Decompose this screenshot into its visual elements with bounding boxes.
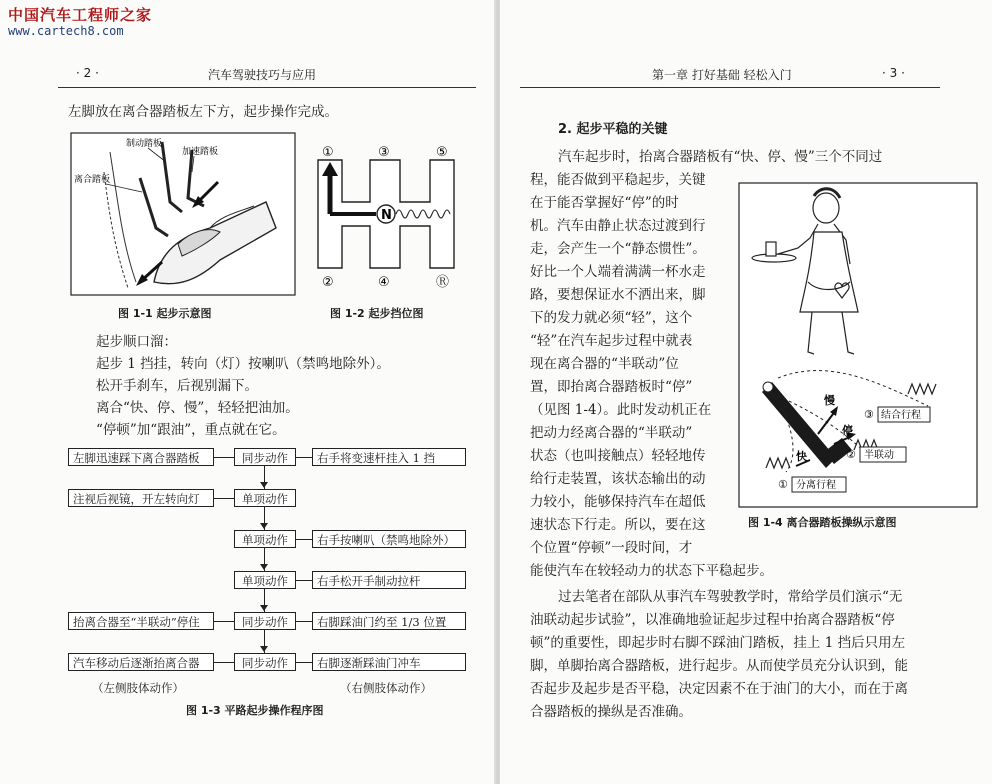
paragraph-line: 程，能否做到平稳起步，关键	[530, 172, 706, 188]
paragraph-line: 状态（也叫接触点）轻轻地传	[530, 448, 706, 464]
flow-center-step: 单项动作	[234, 530, 296, 548]
flow-right-step: 右脚逐渐踩油门冲车	[312, 653, 466, 671]
label-clutch-pedal: 离合踏板	[74, 175, 111, 185]
stage-2-label: 半联动	[864, 450, 894, 461]
mnemonic-line: 起步 1 挡挂，转向（灯）按喇叭（禁鸣地除外）。	[96, 356, 390, 372]
flow-left-step: 抬离合器至“半联动”停住	[68, 612, 214, 630]
figure2-caption: 图 1-2 起步挡位图	[330, 307, 424, 320]
gear-4: ④	[378, 275, 390, 290]
label-slow: 慢	[824, 394, 835, 407]
flow-right-step: 右手按喇叭（禁鸣地除外）	[312, 530, 466, 548]
flow-connector	[296, 539, 312, 540]
flow-connector	[214, 662, 234, 663]
paragraph-line: 否起步及起步是否平稳，决定因素不在于油门的大小，而在于离	[530, 681, 908, 697]
figure1-caption: 图 1-1 起步示意图	[118, 307, 212, 320]
gear-2: ②	[322, 275, 334, 290]
flow-arrow	[260, 564, 268, 570]
paragraph-line: 现在离合器的“半联动”位	[530, 356, 679, 372]
flow-center-step: 同步动作	[234, 653, 296, 671]
mnemonic-line: 松开手刹车，后视别漏下。	[96, 378, 258, 394]
flow-connector	[296, 621, 312, 622]
label-accelerator-pedal: 加速踏板	[182, 147, 219, 157]
paragraph-line: 能使汽车在较轻动力的状态下平稳起步。	[530, 563, 773, 579]
flow-connector	[296, 580, 312, 581]
flow-center-step: 单项动作	[234, 571, 296, 589]
flow-left-step: 注视后视镜，开左转向灯	[68, 489, 214, 507]
flow-left-step: 汽车移动后逐渐抬离合器	[68, 653, 214, 671]
paragraph-line: 力较小，能够保持汽车在超低	[530, 494, 706, 510]
paragraph-line: 个位置“停顿”一段时间，才	[530, 540, 693, 556]
gear-5: ⑤	[436, 145, 448, 160]
gear-1: ①	[322, 145, 334, 160]
flow-connector	[214, 621, 234, 622]
label-stop: 停	[842, 424, 853, 437]
right-running-header	[520, 66, 940, 88]
paragraph-line: 过去笔者在部队从事汽车驾驶教学时，常给学员们演示“无	[558, 589, 903, 605]
label-brake-pedal: 制动踏板	[126, 139, 163, 149]
figure-clutch-operation	[738, 182, 978, 508]
paragraph-line: 脚，单脚抬离合器踏板，进行起步。从而使学员充分认识到，能	[530, 658, 908, 674]
label-fast: 快	[796, 450, 807, 463]
flow-connector	[296, 662, 312, 663]
right-page	[500, 0, 992, 784]
stage-1-marker: ①	[778, 478, 788, 491]
gear-neutral: N	[381, 208, 392, 223]
flow-right-step: 右手将变速杆挂入 1 挡	[312, 448, 466, 466]
flow-arrow	[260, 605, 268, 611]
header-rule	[520, 87, 940, 88]
mnemonic-title: 起步顺口溜：	[96, 334, 177, 350]
left-limb-footer: （左侧肢体动作）	[92, 681, 184, 695]
flow-center-step: 单项动作	[234, 489, 296, 507]
flow-arrow	[260, 646, 268, 652]
flow-arrow	[260, 523, 268, 529]
paragraph-line: 顿”的重要性，即起步时右脚不踩油门踏板，挂上 1 挡后只用左	[530, 635, 906, 651]
paragraph-line: 路，要想保证水不洒出来，脚	[530, 287, 706, 303]
mnemonic-line: 离合“快、停、慢”，轻轻把油加。	[96, 400, 299, 416]
right-limb-footer: （右侧肢体动作）	[340, 681, 432, 695]
paragraph-line: 速状态下行走。所以，要在这	[530, 517, 706, 533]
left-page-number: · 2 ·	[76, 66, 99, 80]
paragraph-line: 给行走装置，该状态输出的动	[530, 471, 706, 487]
paragraph-line: “轻”在汽车起步过程中就表	[530, 333, 693, 349]
watermark	[8, 6, 152, 38]
paragraph-line: 走，会产生一个“静态惯性”。	[530, 241, 706, 257]
mnemonic-line: “停顿”加“跟油”，重点就在它。	[96, 422, 286, 438]
left-running-title: 汽车驾驶技巧与应用	[208, 68, 317, 82]
stage-3-label: 结合行程	[881, 410, 921, 421]
flow-connector	[214, 457, 234, 458]
paragraph-line: 机。汽车由静止状态过渡到行	[530, 218, 706, 234]
paragraph-line: 油联动起步试验”，以准确地验证起步过程中抬离合器踏板“停	[530, 612, 895, 628]
right-running-title: 第一章 打好基础 轻松入门	[652, 68, 792, 82]
paragraph-line: 合器踏板的操纵是否准确。	[530, 704, 692, 720]
figure-gear-pattern	[312, 142, 464, 292]
header-rule	[58, 87, 476, 88]
watermark-url: www.cartech8.com	[8, 24, 124, 38]
stage-1-label: 分离行程	[796, 480, 836, 491]
right-page-number: · 3 ·	[882, 66, 905, 80]
flow-right-step: 右脚踩油门约至 1/3 位置	[312, 612, 466, 630]
paragraph-line: 下的发力就必须“轻”，这个	[530, 310, 693, 326]
flow-right-step: 右手松开手制动拉杆	[312, 571, 466, 589]
paragraph-line: 把动力经离合器的“半联动”	[530, 425, 693, 441]
flow-arrow	[260, 482, 268, 488]
stage-2-marker: ②	[846, 448, 856, 461]
section-heading: 2. 起步平稳的关键	[558, 122, 668, 137]
figure3-caption: 图 1-3 平路起步操作程序图	[186, 704, 324, 717]
flow-connector	[214, 498, 234, 499]
intro-line: 左脚放在离合器踏板左下方，起步操作完成。	[68, 104, 338, 120]
figure-start-pedals	[70, 132, 296, 296]
stage-3-marker: ③	[864, 408, 874, 421]
paragraph-line: （见图 1-4）。此时发动机正在	[530, 402, 712, 418]
gear-3: ③	[378, 145, 390, 160]
flow-center-step: 同步动作	[234, 612, 296, 630]
paragraph-line: 汽车起步时，抬离合器踏板有“快、停、慢”三个不同过	[558, 149, 883, 165]
flow-left-step: 左脚迅速踩下离合器踏板	[68, 448, 214, 466]
left-running-header	[58, 66, 476, 88]
paragraph-line: 在于能否掌握好“停”的时	[530, 195, 679, 211]
figure4-caption: 图 1-4 离合器踏板操纵示意图	[748, 516, 897, 529]
flow-connector	[296, 457, 312, 458]
watermark-logo: 中国汽车工程师之家	[8, 6, 153, 24]
gear-reverse: Ⓡ	[436, 275, 450, 290]
paragraph-line: 好比一个人端着满满一杯水走	[530, 264, 706, 280]
flow-center-step: 同步动作	[234, 448, 296, 466]
paragraph-line: 置，即抬离合器踏板时“停”	[530, 379, 693, 395]
